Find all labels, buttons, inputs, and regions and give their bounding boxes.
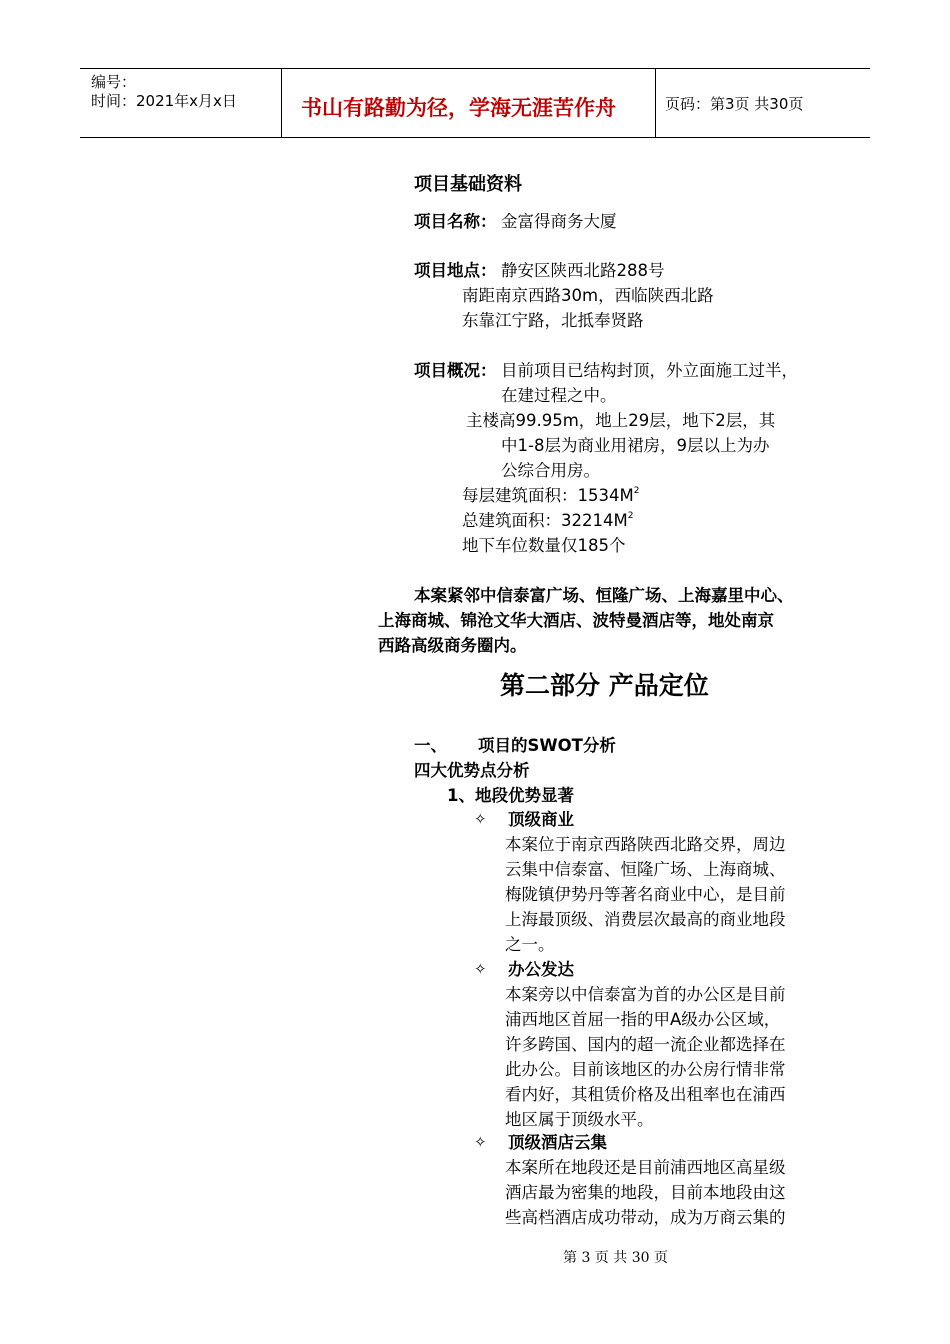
bullet-line: 此办公。目前该地区的办公房行情非常: [505, 1060, 786, 1079]
bullet-line: 本案旁以中信泰富为首的办公区是目前: [505, 985, 786, 1004]
bullet-line: 云集中信泰富、恒隆广场、上海商城、: [505, 860, 786, 879]
diamond-outline-icon: ✧: [474, 810, 487, 828]
project-overview-label: 项目概况：: [414, 361, 497, 380]
swot-title: 项目的SWOT分析: [478, 736, 616, 755]
overview-line: 目前项目已结构封顶，外立面施工过半，: [501, 361, 798, 380]
floor-area-line: [462, 483, 639, 508]
bullet-line: 之一。: [505, 935, 555, 954]
bullet-line: 本案位于南京西路陕西北路交界，周边: [505, 835, 786, 854]
overview-line: 主楼高99.95m，地上29层，地下2层，其: [466, 411, 776, 430]
diamond-outline-icon: ✧: [474, 960, 487, 978]
bullet-line: 地区属于顶级水平。: [505, 1110, 654, 1129]
page-indicator: 页码：第3页 共30页: [665, 95, 804, 113]
neighborhood-line: 本案紧邻中信泰富广场、恒隆广场、上海嘉里中心、: [414, 586, 794, 605]
section-heading-basic: 项目基础资料: [414, 174, 522, 195]
page-footer: 第 3 页 共 30 页: [563, 1250, 668, 1266]
swot-number: 一、: [414, 736, 447, 755]
bullet-line: 上海最顶级、消费层次最高的商业地段: [505, 910, 786, 929]
neighborhood-line: 上海商城、锦沧文华大酒店、波特曼酒店等，地处南京: [378, 611, 774, 630]
header-divider: [655, 69, 656, 137]
bullet-title: 顶级商业: [508, 810, 574, 829]
neighborhood-line: 西路高级商务圈内。: [378, 636, 527, 655]
project-location-label: 项目地点：: [414, 261, 497, 280]
bullet-line: 些高档酒店成功带动，成为万商云集的: [505, 1208, 786, 1227]
area-superscript: 2: [627, 511, 634, 521]
total-area-text: 总建筑面积：32214M: [462, 511, 628, 530]
overview-line: 中1-8层为商业用裙房，9层以上为办: [501, 436, 770, 455]
diamond-outline-icon: ✧: [474, 1133, 487, 1151]
swot-subheading: 四大优势点分析: [414, 761, 530, 780]
location-line: 静安区陕西北路288号: [501, 261, 665, 280]
bullet-line: 看内好，其租赁价格及出租率也在浦西: [505, 1085, 786, 1104]
bullet-title: 顶级酒店云集: [508, 1133, 607, 1152]
bullet-line: 酒店最为密集的地段，目前本地段由这: [505, 1183, 786, 1202]
bullet-line: 许多跨国、国内的超一流企业都选择在: [505, 1035, 786, 1054]
overview-line: 在建过程之中。: [501, 386, 617, 405]
bullet-line: 浦西地区首屈一指的甲A级办公区域，: [505, 1010, 781, 1029]
total-area-line: [462, 508, 633, 533]
swot-item-1: 1、地段优势显著: [447, 786, 574, 805]
header-divider: [281, 69, 282, 137]
part-two-title: 第二部分 产品定位: [500, 671, 709, 700]
location-line: 南距南京西路30m，西临陕西北路: [462, 286, 714, 305]
bullet-line: 本案所在地段还是目前浦西地区高星级: [505, 1158, 786, 1177]
doc-number-label: 编号：: [91, 73, 137, 91]
overview-line: 公综合用房。: [501, 461, 600, 480]
floor-area-text: 每层建筑面积：1534M: [462, 486, 634, 505]
header-motto: 书山有路勤为径，学海无涯苦作舟: [301, 95, 616, 120]
project-name-value: 金富得商务大厦: [501, 212, 617, 231]
doc-time-label: 时间：2021年x月x日: [91, 92, 237, 110]
location-line: 东靠江宁路，北抵奉贤路: [462, 311, 644, 330]
project-name-label: 项目名称：: [414, 212, 497, 231]
area-superscript: 2: [633, 486, 640, 496]
bullet-title: 办公发达: [508, 960, 574, 979]
parking-line: 地下车位数量仅185个: [462, 536, 626, 555]
bullet-line: 梅陇镇伊势丹等著名商业中心，是目前: [505, 885, 786, 904]
